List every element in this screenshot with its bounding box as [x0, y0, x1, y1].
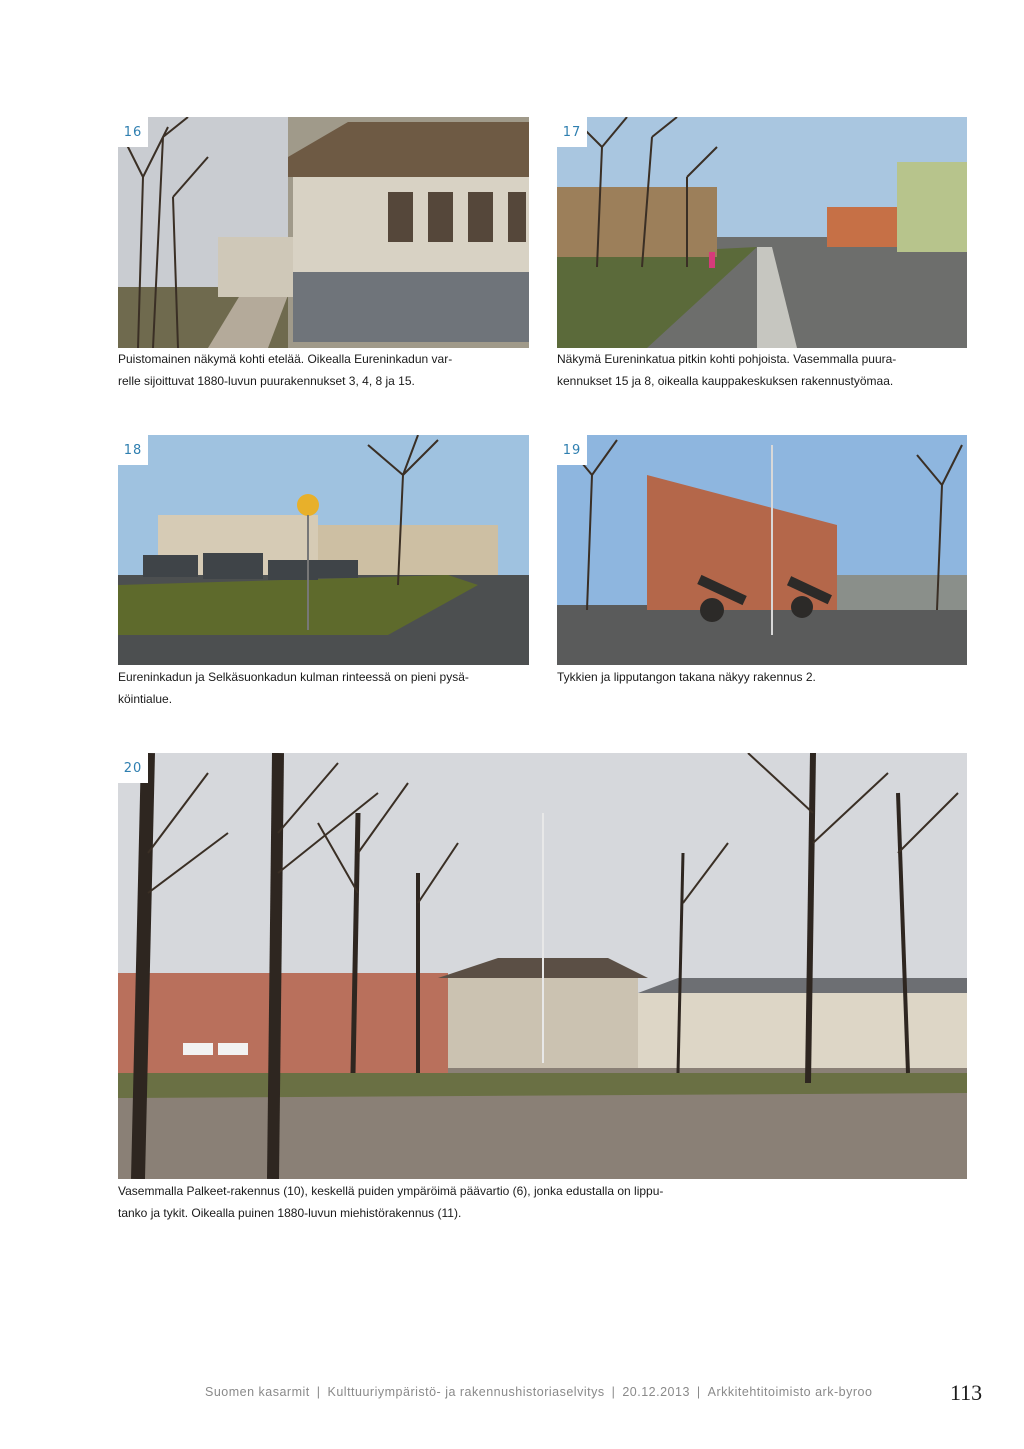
- photo-17-caption: [557, 348, 977, 392]
- footer-separator: |: [696, 1385, 701, 1399]
- photo-19: [557, 435, 967, 665]
- photo-19-caption: [557, 666, 977, 688]
- photo-16: [118, 117, 529, 348]
- photo-17: [557, 117, 967, 348]
- photo-20-image: [118, 753, 967, 1179]
- photo-number-badge: 20: [118, 753, 148, 783]
- footer-separator: |: [611, 1385, 616, 1399]
- caption-line: Puistomainen näkymä kohti etelää. Oikealla Eureninkadun var-: [118, 352, 453, 366]
- photo-number-badge: 18: [118, 435, 148, 465]
- photo-number-badge: 16: [118, 117, 148, 147]
- caption-line: kennukset 15 ja 8, oikealla kauppakeskuksen rakennustyömaa.: [557, 374, 894, 388]
- caption-line: Eureninkadun ja Selkäsuonkadun kulman rinteessä on pieni pysä-: [118, 670, 469, 684]
- caption-line: köintialue.: [118, 692, 173, 706]
- photo-19-image: [557, 435, 967, 665]
- footer-report: Kulttuuriympäristö- ja rakennushistoriaselvitys: [327, 1385, 605, 1399]
- caption-line: Tykkien ja lipputangon takana näkyy rakennus 2.: [557, 670, 816, 684]
- photo-16-caption: [118, 348, 538, 392]
- photo-18-caption: [118, 666, 538, 710]
- photo-18: [118, 435, 529, 665]
- photo-20-caption: [118, 1180, 838, 1224]
- caption-line: Vasemmalla Palkeet-rakennus (10), keskellä puiden ympäröimä päävartio (6), jonka edustalla on lippu-: [118, 1184, 664, 1198]
- photo-20: [118, 753, 967, 1179]
- photo-17-image: [557, 117, 967, 348]
- photo-number-badge: 17: [557, 117, 587, 147]
- photo-16-image: [118, 117, 529, 348]
- photo-18-image: [118, 435, 529, 665]
- caption-line: Näkymä Eureninkatua pitkin kohti pohjoista. Vasemmalla puura-: [557, 352, 897, 366]
- photo-number-badge: 19: [557, 435, 587, 465]
- footer-date: 20.12.2013: [622, 1385, 690, 1399]
- footer-publication: Suomen kasarmit: [205, 1385, 310, 1399]
- caption-line: relle sijoittuvat 1880-luvun puurakennukset 3, 4, 8 ja 15.: [118, 374, 415, 388]
- footer-separator: |: [316, 1385, 321, 1399]
- page-footer: [205, 1385, 935, 1399]
- caption-line: tanko ja tykit. Oikealla puinen 1880-luvun miehistörakennus (11).: [118, 1206, 462, 1220]
- footer-author: Arkkitehtitoimisto ark-byroo: [707, 1385, 873, 1399]
- page-number: 113: [950, 1380, 983, 1405]
